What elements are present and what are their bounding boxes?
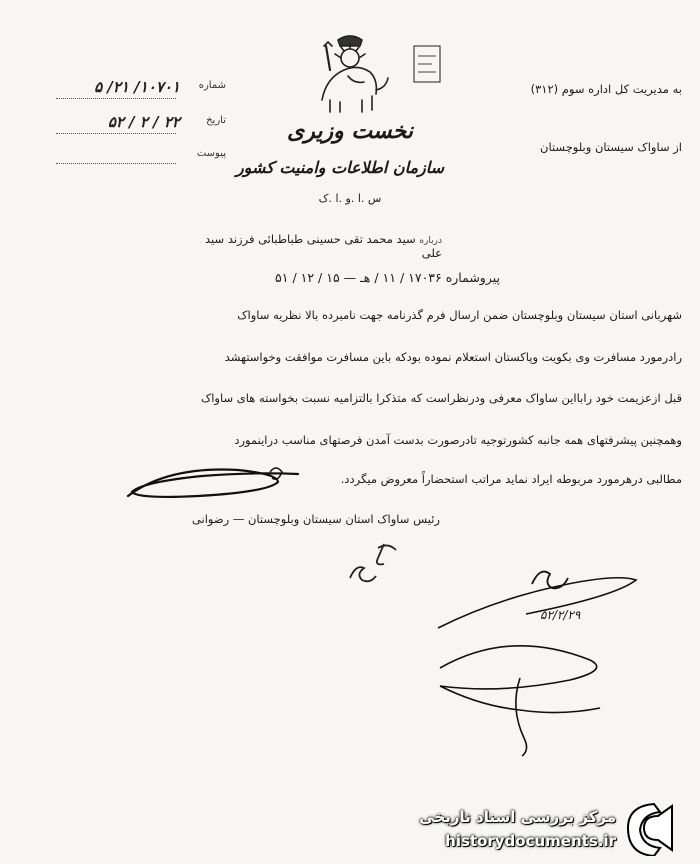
date-value: ۲۲ / ۲ / ۵۲ xyxy=(107,113,180,131)
from-line xyxy=(442,140,682,154)
handwritten-initials xyxy=(340,538,410,588)
number-value: ۱۰۷۰۱/ ۲۱/ ۵ xyxy=(94,78,180,96)
date-label: تاریخ xyxy=(206,115,226,126)
subject-line xyxy=(202,232,442,260)
body-line-3: قبل ازعزیمت خود رابااین ساواک معرفی ودرنظراست که متذکرا بالتزامیه نسبت بخواسته های ساواک xyxy=(200,391,682,405)
body-line-4: وهمچنین پیشرفتهای همه جانبه کشورتوجیه تادرصورت بدست آمدن فرصتهای مناسب دراینمورد xyxy=(234,433,682,447)
body-line-1: شهربانی استان سیستان وبلوچستان ضمن ارسال فرم گذرنامه جهت نامبرده بالا نظریه ساواک xyxy=(237,308,682,322)
handwritten-date: ۵۲/۲/۲۹ xyxy=(540,608,581,622)
organization-name: سازمان اطلاعات وامنیت کشور xyxy=(235,158,445,177)
stamp-mark xyxy=(412,44,442,84)
attachment-label: پیوست xyxy=(196,148,226,159)
to-label: به xyxy=(672,82,682,96)
from-value: ساواک سیستان وبلوچستان xyxy=(540,140,670,154)
organization-code: س .ا .و .ا .ک xyxy=(318,192,382,205)
signature-mark xyxy=(120,458,310,508)
archive-logo-icon xyxy=(622,800,686,856)
number-dotted-line xyxy=(56,98,176,99)
number-label: شماره xyxy=(198,80,226,91)
to-value: مدیریت کل اداره سوم (۳۱۲) xyxy=(530,82,669,96)
watermark-name: مرکز بررسی اسناد تاریخی xyxy=(419,808,616,826)
signer-line: رئیس ساواک استان سیستان وبلوچستان — رضوانی xyxy=(191,512,440,526)
subject-value: سید محمد تقی حسینی طباطبائی فرزند سید علی xyxy=(205,232,442,260)
from-label: از xyxy=(673,140,682,154)
watermark-site: historydocuments.ir xyxy=(445,832,616,850)
body-line-5: مطالبی درهرمورد مربوطه ایراد نماید مراتب استحضاراً معروض میگردد. xyxy=(340,472,682,486)
body-line-2: رادرمورد مسافرت وی بکویت وپاکستان استعلام نموده بودکه باین مسافرت موافقت وخواستهشد xyxy=(224,350,682,364)
organization-title: نخست وزیری xyxy=(287,118,413,144)
attachment-dotted-line xyxy=(56,163,176,164)
date-dotted-line xyxy=(56,133,176,134)
reference-line: پیروشماره ۱۷۰۳۶ / ۱۱ / هـ — ۱۵ / ۱۲ / ۵۱ xyxy=(275,270,500,285)
subject-label: درباره xyxy=(419,236,442,246)
lion-and-sun-emblem-icon xyxy=(300,30,400,120)
date-field xyxy=(56,113,226,133)
to-line xyxy=(442,82,682,96)
number-field xyxy=(56,78,226,98)
handwritten-scribble xyxy=(420,628,620,758)
